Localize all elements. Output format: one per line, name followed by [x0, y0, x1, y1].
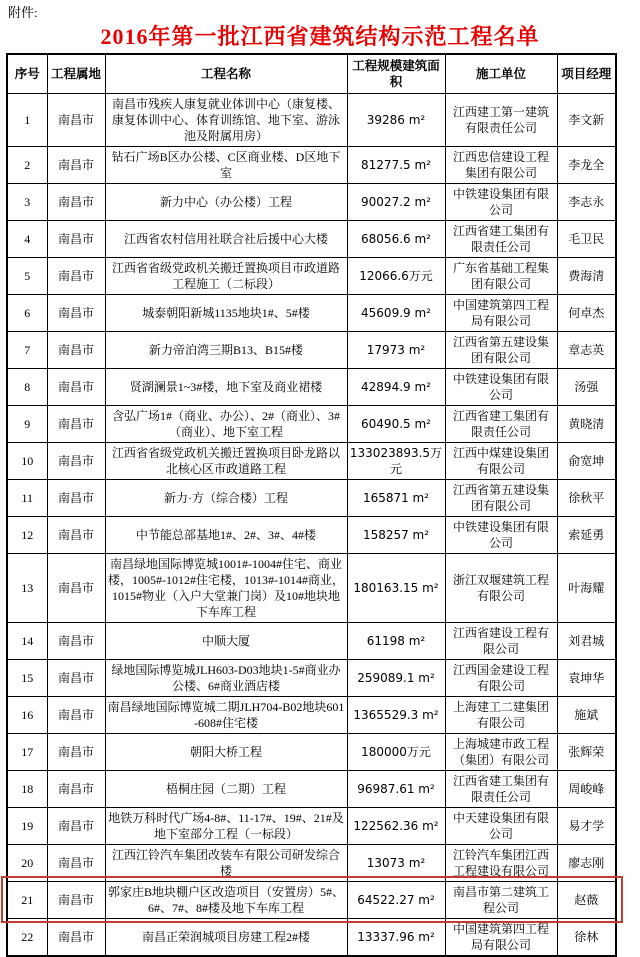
table-row	[7, 882, 616, 919]
cell-location: 南昌市	[47, 221, 105, 258]
cell-manager: 黄晓清	[557, 406, 616, 443]
cell-location: 南昌市	[47, 623, 105, 660]
cell-scale: 165871 m²	[347, 480, 445, 517]
table-row	[7, 221, 616, 258]
table-row	[7, 554, 616, 623]
cell-location: 南昌市	[47, 480, 105, 517]
column-header: 工程属地	[47, 54, 105, 94]
column-header: 项目经理	[557, 54, 616, 94]
cell-scale: 17973 m²	[347, 332, 445, 369]
cell-name: 江西江铃汽车集团改装车有限公司研发综合楼	[105, 845, 347, 882]
cell-location: 南昌市	[47, 295, 105, 332]
cell-manager: 徐林	[557, 919, 616, 957]
cell-name: 钻石广场B区办公楼、C区商业楼、D区地下室	[105, 147, 347, 184]
table-wrap	[6, 53, 617, 957]
table-row	[7, 147, 616, 184]
cell-location: 南昌市	[47, 406, 105, 443]
table-row	[7, 295, 616, 332]
cell-scale: 180000万元	[347, 734, 445, 771]
cell-scale: 39286 m²	[347, 94, 445, 147]
cell-builder: 江西忠信建设工程集团有限公司	[445, 147, 557, 184]
cell-name: 梧桐庄园（二期）工程	[105, 771, 347, 808]
cell-manager: 廖志刚	[557, 845, 616, 882]
cell-no: 22	[7, 919, 47, 957]
cell-manager: 李志永	[557, 184, 616, 221]
table-body	[7, 94, 616, 957]
cell-scale: 259089.1 m²	[347, 660, 445, 697]
cell-no: 15	[7, 660, 47, 697]
cell-name: 新力中心（办公楼）工程	[105, 184, 347, 221]
cell-scale: 13073 m²	[347, 845, 445, 882]
cell-name: 江西省省级党政机关搬迁置换项目市政道路工程施工（二标段）	[105, 258, 347, 295]
cell-location: 南昌市	[47, 443, 105, 480]
cell-builder: 江西省第五建设集团有限公司	[445, 332, 557, 369]
cell-location: 南昌市	[47, 332, 105, 369]
cell-manager: 徐秋平	[557, 480, 616, 517]
table-row	[7, 184, 616, 221]
cell-manager: 易才学	[557, 808, 616, 845]
cell-scale: 90027.2 m²	[347, 184, 445, 221]
table-row	[7, 808, 616, 845]
cell-location: 南昌市	[47, 660, 105, 697]
cell-location: 南昌市	[47, 258, 105, 295]
cell-scale: 13337.96 m²	[347, 919, 445, 957]
cell-builder: 江铃汽车集团江西工程建设有限公司	[445, 845, 557, 882]
cell-no: 12	[7, 517, 47, 554]
cell-location: 南昌市	[47, 845, 105, 882]
table-row	[7, 697, 616, 734]
cell-no: 10	[7, 443, 47, 480]
attachment-label: 附件:	[8, 5, 38, 20]
cell-builder: 浙江双堰建筑工程有限公司	[445, 554, 557, 623]
cell-name: 新力·方（综合楼）工程	[105, 480, 347, 517]
cell-no: 3	[7, 184, 47, 221]
cell-location: 南昌市	[47, 697, 105, 734]
cell-name: 贤湖澜景1~3#楼，地下室及商业裙楼	[105, 369, 347, 406]
cell-scale: 45609.9 m²	[347, 295, 445, 332]
cell-location: 南昌市	[47, 919, 105, 957]
cell-name: 含弘广场1#（商业、办公）、2#（商业）、3#（商业）、地下室工程	[105, 406, 347, 443]
cell-location: 南昌市	[47, 517, 105, 554]
cell-scale: 81277.5 m²	[347, 147, 445, 184]
cell-name: 城泰朝阳新城1135地块1#、5#楼	[105, 295, 347, 332]
cell-scale: 133023893.5万元	[347, 443, 445, 480]
cell-no: 1	[7, 94, 47, 147]
projects-table	[6, 53, 617, 957]
cell-location: 南昌市	[47, 808, 105, 845]
column-header: 工程名称	[105, 54, 347, 94]
cell-name: 南昌绿地国际博览城1001#-1004#住宅、商业楼，1005#-1012#住宅楼，1013#-1014#商业，1015#物业（入户大堂兼门岗）及10#地块地下车库工程	[105, 554, 347, 623]
cell-manager: 章志英	[557, 332, 616, 369]
table-row	[7, 369, 616, 406]
table-row	[7, 845, 616, 882]
cell-no: 19	[7, 808, 47, 845]
cell-builder: 中天建设集团有限公司	[445, 808, 557, 845]
cell-scale: 64522.27 m²	[347, 882, 445, 919]
table-row	[7, 406, 616, 443]
cell-location: 南昌市	[47, 554, 105, 623]
cell-builder: 江西省建工集团有限责任公司	[445, 406, 557, 443]
cell-builder: 江西省建工集团有限责任公司	[445, 771, 557, 808]
cell-manager: 张辉荣	[557, 734, 616, 771]
cell-location: 南昌市	[47, 734, 105, 771]
cell-builder: 上海建工二建集团有限公司	[445, 697, 557, 734]
cell-scale: 180163.15 m²	[347, 554, 445, 623]
cell-builder: 江西省建设工程有限公司	[445, 623, 557, 660]
table-row	[7, 517, 616, 554]
cell-scale: 122562.36 m²	[347, 808, 445, 845]
cell-no: 11	[7, 480, 47, 517]
table-row	[7, 443, 616, 480]
cell-name: 郭家庄B地块棚户区改造项目（安置房）5#、6#、7#、8#楼及地下车库工程	[105, 882, 347, 919]
cell-location: 南昌市	[47, 94, 105, 147]
cell-location: 南昌市	[47, 147, 105, 184]
table-row	[7, 734, 616, 771]
cell-manager: 叶海耀	[557, 554, 616, 623]
cell-scale: 68056.6 m²	[347, 221, 445, 258]
cell-builder: 江西省第五建设集团有限公司	[445, 480, 557, 517]
column-header: 序号	[7, 54, 47, 94]
cell-no: 7	[7, 332, 47, 369]
cell-scale: 60490.5 m²	[347, 406, 445, 443]
cell-name: 新力帝泊湾三期B13、B15#楼	[105, 332, 347, 369]
table-row	[7, 332, 616, 369]
cell-manager: 毛卫民	[557, 221, 616, 258]
cell-no: 9	[7, 406, 47, 443]
cell-manager: 费海清	[557, 258, 616, 295]
cell-scale: 61198 m²	[347, 623, 445, 660]
column-header: 施工单位	[445, 54, 557, 94]
cell-no: 14	[7, 623, 47, 660]
cell-location: 南昌市	[47, 369, 105, 406]
cell-no: 8	[7, 369, 47, 406]
cell-no: 18	[7, 771, 47, 808]
cell-scale: 96987.61 m²	[347, 771, 445, 808]
cell-builder: 中铁建设集团有限公司	[445, 369, 557, 406]
cell-location: 南昌市	[47, 882, 105, 919]
cell-manager: 索延勇	[557, 517, 616, 554]
cell-no: 5	[7, 258, 47, 295]
cell-manager: 赵薇	[557, 882, 616, 919]
cell-builder: 中国建筑第四工程局有限公司	[445, 919, 557, 957]
cell-builder: 广东省基础工程集团有限公司	[445, 258, 557, 295]
table-row	[7, 258, 616, 295]
cell-builder: 南昌市第二建筑工程公司	[445, 882, 557, 919]
cell-name: 南昌绿地国际博览城二期JLH704-B02地块601-608#住宅楼	[105, 697, 347, 734]
cell-location: 南昌市	[47, 184, 105, 221]
cell-manager: 何卓杰	[557, 295, 616, 332]
table-row	[7, 660, 616, 697]
table-row	[7, 919, 616, 957]
cell-manager: 周峻峰	[557, 771, 616, 808]
cell-manager: 汤强	[557, 369, 616, 406]
cell-name: 江西省省级党政机关搬迁置换项目卧龙路以北核心区市政道路工程	[105, 443, 347, 480]
cell-name: 中顺大厦	[105, 623, 347, 660]
table-row	[7, 623, 616, 660]
cell-no: 17	[7, 734, 47, 771]
cell-scale: 42894.9 m²	[347, 369, 445, 406]
table-row	[7, 480, 616, 517]
cell-name: 朝阳大桥工程	[105, 734, 347, 771]
cell-builder: 江西国金建设工程有限公司	[445, 660, 557, 697]
cell-scale: 12066.6万元	[347, 258, 445, 295]
header-row	[7, 54, 616, 94]
cell-builder: 江西省建工集团有限责任公司	[445, 221, 557, 258]
page-title: 2016年第一批江西省建筑结构示范工程名单	[100, 24, 540, 49]
cell-no: 2	[7, 147, 47, 184]
cell-manager: 李龙全	[557, 147, 616, 184]
cell-builder: 中国建筑第四工程局有限公司	[445, 295, 557, 332]
cell-name: 中节能总部基地1#、2#、3#、4#楼	[105, 517, 347, 554]
cell-scale: 1365529.3 m²	[347, 697, 445, 734]
cell-manager: 施斌	[557, 697, 616, 734]
cell-builder: 中铁建设集团有限公司	[445, 517, 557, 554]
cell-name: 地铁万科时代广场4-8#、11-17#、19#、21#及地下室部分工程（一标段）	[105, 808, 347, 845]
cell-name: 绿地国际博览城JLH603-D03地块1-5#商业办公楼、6#商业酒店楼	[105, 660, 347, 697]
cell-no: 20	[7, 845, 47, 882]
cell-manager: 刘君城	[557, 623, 616, 660]
table-row	[7, 94, 616, 147]
cell-builder: 江西中煤建设集团有限公司	[445, 443, 557, 480]
table-header	[7, 54, 616, 94]
cell-builder: 江西建工第一建筑有限责任公司	[445, 94, 557, 147]
table-row	[7, 771, 616, 808]
cell-name: 江西省农村信用社联合社后援中心大楼	[105, 221, 347, 258]
cell-location: 南昌市	[47, 771, 105, 808]
column-header: 工程规模建筑面积	[347, 54, 445, 94]
cell-manager: 李文新	[557, 94, 616, 147]
cell-no: 13	[7, 554, 47, 623]
cell-name: 南昌正荣润城项目房建工程2#楼	[105, 919, 347, 957]
cell-manager: 俞宽坤	[557, 443, 616, 480]
cell-no: 16	[7, 697, 47, 734]
cell-scale: 158257 m²	[347, 517, 445, 554]
cell-builder: 上海城建市政工程（集团）有限公司	[445, 734, 557, 771]
cell-name: 南昌市残疾人康复就业体训中心（康复楼、康复体训中心、体育训练馆、地下室、游泳池及附属用房）	[105, 94, 347, 147]
cell-no: 21	[7, 882, 47, 919]
cell-builder: 中铁建设集团有限公司	[445, 184, 557, 221]
cell-no: 4	[7, 221, 47, 258]
cell-manager: 袁坤华	[557, 660, 616, 697]
cell-no: 6	[7, 295, 47, 332]
